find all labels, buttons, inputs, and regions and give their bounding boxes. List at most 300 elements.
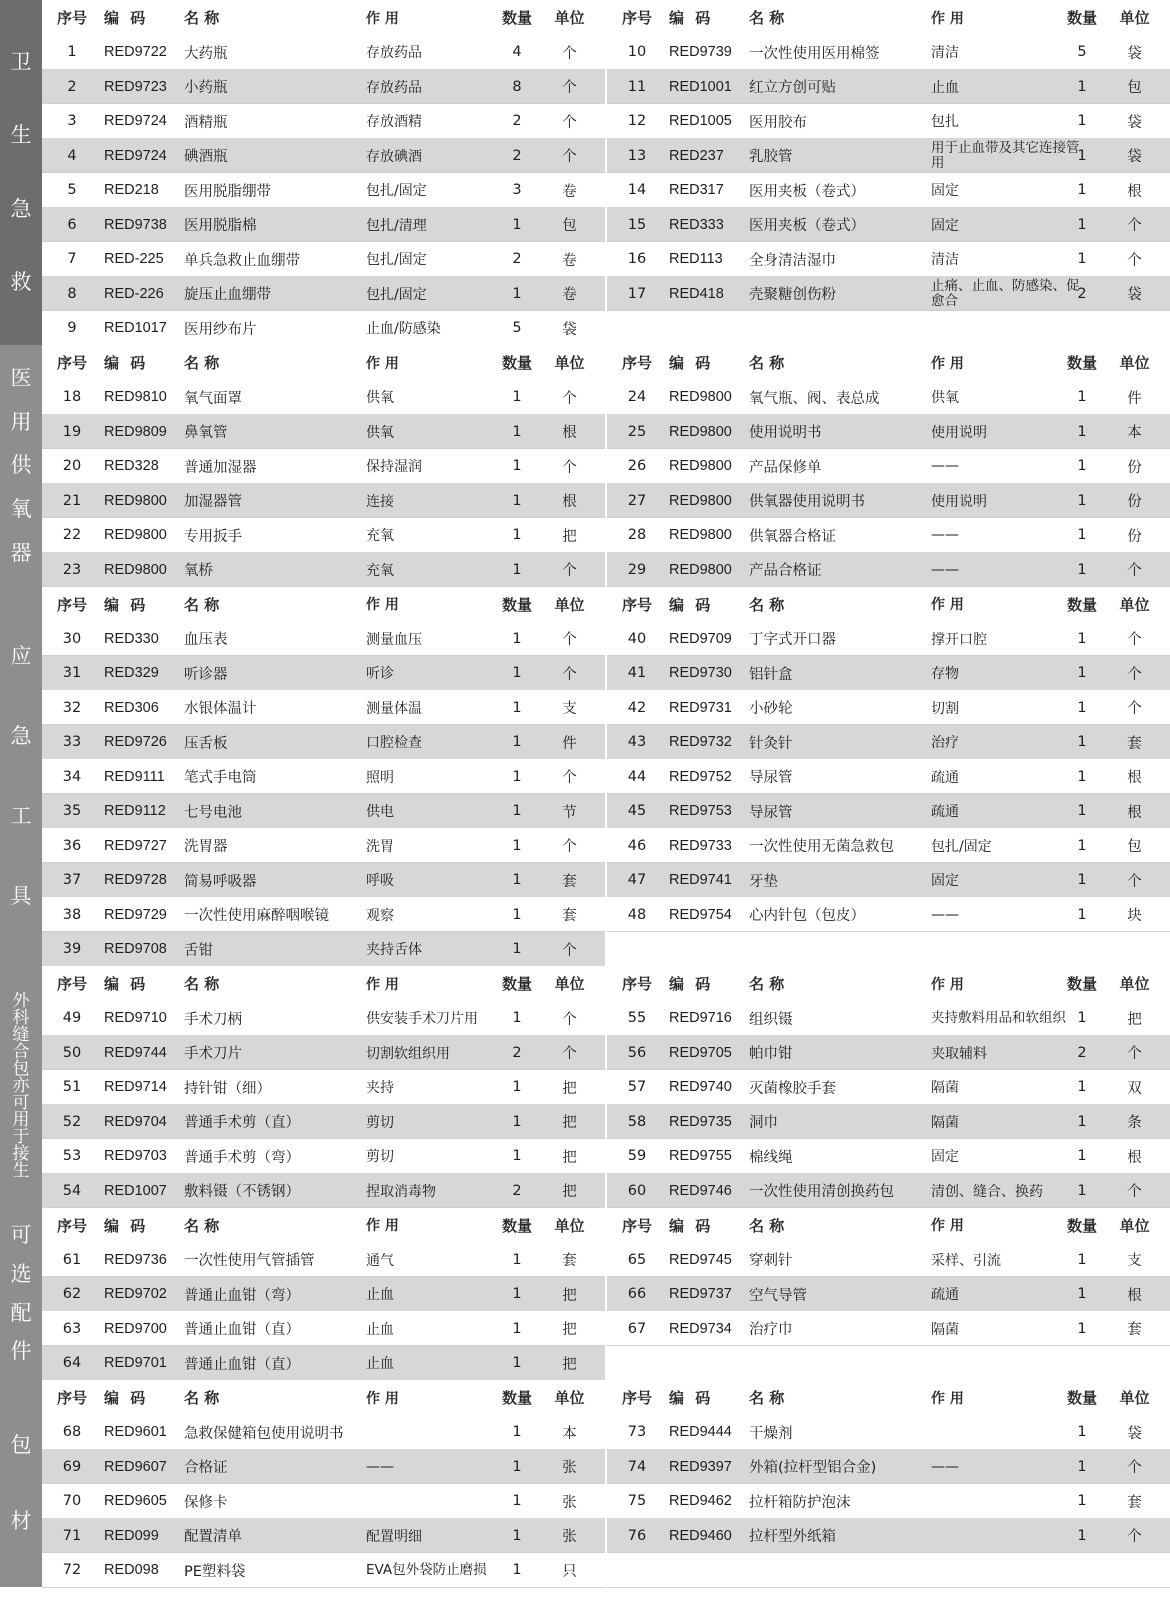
cell-use: —— <box>931 1458 959 1475</box>
header-name: 名 称 <box>184 975 220 993</box>
cell-seq: 33 <box>62 734 82 750</box>
cell-qty: 1 <box>512 285 522 302</box>
column-divider <box>605 1380 607 1587</box>
table-row <box>607 1173 1170 1208</box>
cell-code: RED9705 <box>669 1044 732 1061</box>
table-row <box>42 1035 605 1070</box>
cell-unit: 包 <box>562 218 577 234</box>
cell-unit: 把 <box>562 1115 577 1131</box>
cell-seq: 47 <box>627 872 647 888</box>
cell-qty: 1 <box>1077 1010 1087 1026</box>
cell-code: RED9800 <box>669 458 732 474</box>
cell-qty: 1 <box>1077 803 1087 819</box>
cell-code: RED237 <box>669 147 724 164</box>
section-label-char: 生 <box>12 1161 30 1182</box>
section-label <box>0 587 42 967</box>
header-unit: 单位 <box>554 1389 585 1407</box>
cell-code: RED9460 <box>669 1527 732 1544</box>
cell-qty: 1 <box>1077 1424 1087 1440</box>
cell-seq: 65 <box>627 1251 647 1268</box>
cell-name: PE塑料袋 <box>184 1563 246 1580</box>
cell-use: 固定 <box>931 217 959 234</box>
table-half-left <box>42 966 605 1208</box>
section-label-char: 生 <box>10 123 32 148</box>
cell-code: RED-226 <box>104 285 164 302</box>
cell-code: RED9800 <box>104 561 167 578</box>
cell-seq: 48 <box>627 906 647 923</box>
cell-name: 棉线绳 <box>749 1149 793 1166</box>
cell-qty: 1 <box>512 1562 522 1578</box>
cell-use: 止血 <box>366 1287 394 1303</box>
cell-code: RED9800 <box>669 527 732 543</box>
header-seq: 序号 <box>621 975 652 993</box>
cell-use: 观察 <box>366 907 394 924</box>
table-header-row <box>42 1208 605 1243</box>
cell-use: 止血 <box>366 1321 394 1338</box>
header-name: 名 称 <box>749 595 785 614</box>
cell-use: 疏通 <box>931 804 959 820</box>
cell-name: 牙垫 <box>749 873 778 890</box>
cell-seq: 38 <box>62 906 82 923</box>
table-row <box>607 173 1170 208</box>
cell-qty: 1 <box>1077 1286 1087 1302</box>
cell-code: RED9736 <box>104 1251 167 1268</box>
cell-use: 包扎/固定 <box>931 838 992 855</box>
section-label-char: 亦 <box>12 1076 30 1097</box>
header-unit: 单位 <box>1119 1389 1150 1407</box>
cell-unit: 个 <box>562 1046 577 1062</box>
section-label-char: 包 <box>10 1433 32 1457</box>
cell-name: 空气导管 <box>749 1287 807 1304</box>
cell-name: 导尿管 <box>749 770 793 786</box>
blank-row <box>607 311 1170 346</box>
cell-qty: 1 <box>512 561 522 578</box>
cell-qty: 1 <box>1077 1320 1087 1337</box>
cell-unit: 只 <box>562 1563 577 1580</box>
table-row <box>42 1001 605 1036</box>
cell-qty: 1 <box>512 665 522 681</box>
table-row <box>42 1070 605 1105</box>
section-5 <box>0 1380 1170 1587</box>
table-row <box>42 1104 605 1139</box>
cell-unit: 个 <box>1127 632 1142 648</box>
cell-use: 包扎/固定 <box>366 183 427 199</box>
table-half-right <box>607 966 1170 1208</box>
section-label-char: 供 <box>10 453 32 478</box>
header-seq: 序号 <box>56 975 87 993</box>
cell-use: 止血/防感染 <box>366 321 441 337</box>
cell-unit: 把 <box>562 1184 577 1200</box>
table-row <box>42 380 605 415</box>
cell-seq: 42 <box>627 699 647 716</box>
cell-use: 存放药品 <box>366 45 422 61</box>
table-half-left <box>42 345 605 587</box>
header-seq: 序号 <box>621 9 652 27</box>
cell-code: RED9710 <box>104 1010 167 1026</box>
cell-code: RED9755 <box>669 1148 732 1164</box>
table-row <box>42 828 605 863</box>
table-row <box>607 794 1170 829</box>
cell-qty: 3 <box>512 182 522 198</box>
cell-unit: 把 <box>1127 1011 1142 1028</box>
cell-unit: 个 <box>1127 701 1142 717</box>
header-name: 名 称 <box>749 1216 785 1235</box>
table-row <box>607 104 1170 139</box>
cell-use: 隔菌 <box>931 1114 959 1131</box>
cell-use: 剪切 <box>366 1149 394 1165</box>
header-code: 编 码 <box>669 975 714 993</box>
cell-unit: 个 <box>1127 1529 1142 1545</box>
cell-qty: 1 <box>1077 389 1087 405</box>
cell-name: 旋压止血绷带 <box>184 287 271 303</box>
cell-code: RED9727 <box>104 837 167 854</box>
cell-seq: 52 <box>62 1113 82 1130</box>
cell-qty: 1 <box>1077 182 1087 198</box>
header-unit: 单位 <box>1119 1216 1150 1235</box>
cell-qty: 1 <box>512 1424 522 1440</box>
table-half-left <box>42 587 605 967</box>
cell-unit: 个 <box>1127 218 1142 234</box>
cell-code: RED9112 <box>104 803 166 819</box>
cell-use: 使用说明 <box>931 493 987 510</box>
cell-qty: 1 <box>512 389 522 405</box>
cell-qty: 1 <box>1077 1113 1087 1130</box>
header-name: 名 称 <box>184 595 220 614</box>
cell-seq: 76 <box>627 1527 647 1544</box>
table-row <box>42 242 605 277</box>
cell-unit: 根 <box>562 425 577 441</box>
cell-name: 普通手术剪（弯） <box>184 1149 300 1166</box>
cell-qty: 1 <box>1077 1493 1087 1509</box>
cell-qty: 1 <box>1077 630 1087 647</box>
table-header-row <box>607 587 1170 622</box>
cell-seq: 39 <box>62 941 82 957</box>
cell-use: 固定 <box>931 1149 959 1165</box>
cell-name: 拉杆箱防护泡沫 <box>749 1494 851 1511</box>
table-row <box>42 1415 605 1450</box>
cell-code: RED306 <box>104 699 159 716</box>
cell-seq: 50 <box>62 1044 82 1061</box>
cell-qty: 1 <box>512 872 522 888</box>
section-label-char: 件 <box>10 1339 32 1364</box>
table-half-right <box>607 0 1170 345</box>
cell-qty: 1 <box>512 1251 522 1268</box>
cell-code: RED9800 <box>669 492 732 509</box>
cell-seq: 29 <box>627 561 647 578</box>
cell-use: 存物 <box>931 666 959 682</box>
header-qty: 数量 <box>501 975 532 993</box>
cell-code: RED9716 <box>669 1010 732 1026</box>
cell-name: 医用夹板（卷式） <box>749 218 865 234</box>
cell-unit: 把 <box>562 528 577 545</box>
cell-name: 供氧器使用说明书 <box>749 494 865 510</box>
cell-unit: 个 <box>562 666 577 683</box>
cell-qty: 1 <box>512 1527 522 1544</box>
cell-unit: 根 <box>1127 770 1142 786</box>
table-row <box>607 828 1170 863</box>
header-seq: 序号 <box>621 1389 652 1407</box>
cell-name: 鼻氧管 <box>184 425 228 441</box>
cell-use: —— <box>931 527 959 543</box>
cell-name: 小药瓶 <box>184 80 228 96</box>
cell-seq: 46 <box>627 837 647 854</box>
column-divider <box>605 966 607 1208</box>
cell-unit: 包 <box>1127 839 1142 855</box>
cell-unit: 袋 <box>1127 114 1142 131</box>
cell-unit: 个 <box>562 632 577 648</box>
cell-unit: 根 <box>1127 1149 1142 1166</box>
cell-qty: 1 <box>1077 113 1087 129</box>
cell-code: RED9809 <box>104 423 167 440</box>
table-row <box>607 414 1170 449</box>
table-half-left <box>42 1208 605 1381</box>
table-half-right <box>607 1208 1170 1381</box>
cell-use: 供氧 <box>366 424 394 441</box>
cell-unit: 袋 <box>1127 287 1142 303</box>
cell-seq: 62 <box>62 1286 82 1302</box>
cell-code: RED1007 <box>104 1182 167 1199</box>
cell-name: 一次性使用气管插管 <box>184 1253 315 1269</box>
header-qty: 数量 <box>1066 354 1097 372</box>
cell-use: 固定 <box>931 183 959 199</box>
header-unit: 单位 <box>1119 9 1150 27</box>
cell-qty: 1 <box>512 699 522 716</box>
cell-name: 一次性使用清创换药包 <box>749 1184 894 1200</box>
cell-code: RED9734 <box>669 1320 732 1337</box>
cell-qty: 1 <box>1077 458 1087 474</box>
blank-row <box>607 1346 1170 1381</box>
cell-name: 普通加湿器 <box>184 459 257 476</box>
cell-use: 保持湿润 <box>366 459 422 475</box>
header-unit: 单位 <box>554 9 585 27</box>
table-row <box>607 1277 1170 1312</box>
cell-qty: 1 <box>1077 1182 1087 1199</box>
cell-name: 帕巾钳 <box>749 1046 793 1062</box>
table-row <box>42 656 605 691</box>
cell-qty: 1 <box>512 527 522 543</box>
cell-qty: 1 <box>1077 78 1087 95</box>
cell-seq: 1 <box>67 44 77 60</box>
header-use: 作 用 <box>366 10 399 27</box>
header-code: 编 码 <box>104 1389 149 1407</box>
cell-use: 隔菌 <box>931 1080 959 1096</box>
table-row <box>607 1484 1170 1519</box>
header-use: 作 用 <box>931 976 964 993</box>
cell-unit: 本 <box>1127 425 1142 441</box>
cell-name: 壳聚糖创伤粉 <box>749 287 836 303</box>
cell-seq: 12 <box>627 113 647 129</box>
cell-code: RED9752 <box>669 768 732 785</box>
header-qty: 数量 <box>1066 595 1097 614</box>
cell-unit: 套 <box>562 873 577 890</box>
header-unit: 单位 <box>554 354 585 372</box>
table-half-left <box>42 0 605 345</box>
header-use: 作 用 <box>366 597 399 613</box>
section-label-char: 缝 <box>12 1025 30 1046</box>
table-row <box>607 242 1170 277</box>
header-name: 名 称 <box>749 354 785 372</box>
cell-seq: 15 <box>627 216 647 233</box>
cell-seq: 3 <box>67 113 77 129</box>
header-qty: 数量 <box>1066 1389 1097 1407</box>
header-seq: 序号 <box>621 595 652 614</box>
cell-name: 干燥剂 <box>749 1425 793 1442</box>
cell-unit: 个 <box>562 839 577 855</box>
table-row <box>607 1001 1170 1036</box>
table-header-row <box>607 1380 1170 1415</box>
section-label <box>0 1380 42 1587</box>
header-code: 编 码 <box>669 354 714 372</box>
cell-code: RED9111 <box>104 768 165 785</box>
cell-name: 全身清洁湿巾 <box>749 252 836 269</box>
header-seq: 序号 <box>621 354 652 372</box>
cell-seq: 68 <box>62 1424 82 1440</box>
cell-name: 一次性使用无菌急救包 <box>749 839 894 855</box>
cell-use: 撑开口腔 <box>931 631 987 648</box>
cell-qty: 1 <box>1077 147 1087 164</box>
cell-unit: 卷 <box>562 183 577 200</box>
cell-unit: 支 <box>1127 1253 1142 1269</box>
cell-unit: 个 <box>1127 1046 1142 1062</box>
cell-use: 包扎/固定 <box>366 252 427 268</box>
cell-code: RED9709 <box>669 630 732 647</box>
cell-use: 测量体温 <box>366 700 422 717</box>
cell-use: 剪切 <box>366 1114 394 1131</box>
cell-qty: 2 <box>512 1182 522 1199</box>
cell-use: 通气 <box>366 1252 394 1269</box>
cell-seq: 34 <box>62 768 82 785</box>
cell-use: —— <box>366 1458 394 1475</box>
cell-unit: 包 <box>1127 80 1142 96</box>
cell-qty: 1 <box>1077 1148 1087 1164</box>
cell-name: 产品合格证 <box>749 563 822 579</box>
cell-use: 呼吸 <box>366 873 394 889</box>
cell-seq: 31 <box>62 665 82 681</box>
cell-name: 笔式手电筒 <box>184 770 257 786</box>
cell-qty: 1 <box>512 768 522 785</box>
header-qty: 数量 <box>501 1216 532 1235</box>
table-half-left <box>42 1380 605 1587</box>
cell-use: 疏通 <box>931 1287 959 1303</box>
cell-code: RED329 <box>104 665 159 681</box>
cell-use: 夹持舌体 <box>366 942 422 958</box>
cell-use: 治疗 <box>931 735 959 751</box>
cell-code: RED9708 <box>104 941 167 957</box>
table-row <box>607 1104 1170 1139</box>
header-use: 作 用 <box>931 597 964 613</box>
cell-use: 固定 <box>931 873 959 889</box>
cell-seq: 23 <box>62 561 82 578</box>
cell-qty: 2 <box>1077 285 1087 302</box>
cell-qty: 1 <box>512 1493 522 1509</box>
table-row <box>607 449 1170 484</box>
section-label-char: 用 <box>10 409 32 434</box>
cell-use: 洗胃 <box>366 838 394 855</box>
cell-qty: 1 <box>1077 251 1087 267</box>
cell-qty: 1 <box>1077 768 1087 785</box>
cell-qty: 1 <box>512 216 522 233</box>
cell-unit: 支 <box>562 701 577 717</box>
cell-code: RED9605 <box>104 1493 167 1509</box>
cell-qty: 1 <box>1077 837 1087 854</box>
section-label <box>0 0 42 345</box>
header-name: 名 称 <box>184 1389 220 1407</box>
cell-qty: 1 <box>1077 423 1087 440</box>
cell-unit: 套 <box>1127 1494 1142 1511</box>
cell-code: RED9700 <box>104 1320 167 1337</box>
header-code: 编 码 <box>669 9 714 27</box>
cell-code: RED1017 <box>104 320 167 336</box>
cell-name: 手术刀柄 <box>184 1011 242 1028</box>
header-seq: 序号 <box>56 9 87 27</box>
header-seq: 序号 <box>56 595 87 614</box>
cell-name: 医用夹板（卷式） <box>749 183 865 200</box>
cell-qty: 1 <box>1077 492 1087 509</box>
cell-seq: 44 <box>627 768 647 785</box>
table-row <box>607 1139 1170 1174</box>
cell-unit: 张 <box>562 1529 577 1545</box>
cell-code: RED9714 <box>104 1079 167 1095</box>
cell-qty: 1 <box>512 423 522 440</box>
column-divider <box>605 345 607 587</box>
header-use: 作 用 <box>931 10 964 27</box>
cell-use: 口腔检查 <box>366 735 422 751</box>
cell-qty: 1 <box>1077 561 1087 578</box>
cell-seq: 67 <box>627 1320 647 1337</box>
cell-name: 持针钳（细） <box>184 1080 271 1097</box>
cell-use: 存放酒精 <box>366 114 422 130</box>
cell-seq: 51 <box>62 1079 82 1095</box>
cell-qty: 1 <box>512 1113 522 1130</box>
cell-unit: 个 <box>1127 1184 1142 1200</box>
cell-use: —— <box>931 561 959 578</box>
cell-use: 供氧 <box>931 390 959 406</box>
cell-name: 普通止血钳（弯） <box>184 1287 300 1304</box>
cell-name: 穿刺针 <box>749 1253 793 1269</box>
cell-use: 夹持 <box>366 1080 394 1096</box>
table-row <box>42 897 605 932</box>
cell-unit: 个 <box>562 563 577 579</box>
cell-name: 普通止血钳（直） <box>184 1356 300 1373</box>
cell-seq: 63 <box>62 1320 82 1337</box>
header-seq: 序号 <box>621 1216 652 1235</box>
cell-qty: 2 <box>1077 1044 1087 1061</box>
cell-use: 听诊 <box>366 666 394 682</box>
cell-name: 红立方创可贴 <box>749 80 836 96</box>
cell-seq: 4 <box>67 147 77 164</box>
cell-code: RED9729 <box>104 906 167 923</box>
cell-code: RED9724 <box>104 113 167 129</box>
cell-name: 外箱(拉杆型铝合金) <box>749 1460 877 1476</box>
cell-unit: 个 <box>562 45 577 62</box>
header-code: 编 码 <box>104 1216 149 1235</box>
cell-qty: 1 <box>512 1355 522 1371</box>
cell-code: RED9701 <box>104 1355 167 1371</box>
cell-seq: 41 <box>627 665 647 681</box>
cell-seq: 66 <box>627 1286 647 1302</box>
cell-seq: 59 <box>627 1148 647 1164</box>
header-name: 名 称 <box>184 1216 220 1235</box>
blank-row <box>607 1553 1170 1588</box>
cell-name: 大药瓶 <box>184 45 228 62</box>
cell-qty: 1 <box>512 734 522 750</box>
cell-qty: 1 <box>512 1079 522 1095</box>
cell-seq: 35 <box>62 803 82 819</box>
header-seq: 序号 <box>56 1389 87 1407</box>
header-unit: 单位 <box>1119 354 1150 372</box>
cell-qty: 1 <box>1077 734 1087 750</box>
table-row <box>607 380 1170 415</box>
